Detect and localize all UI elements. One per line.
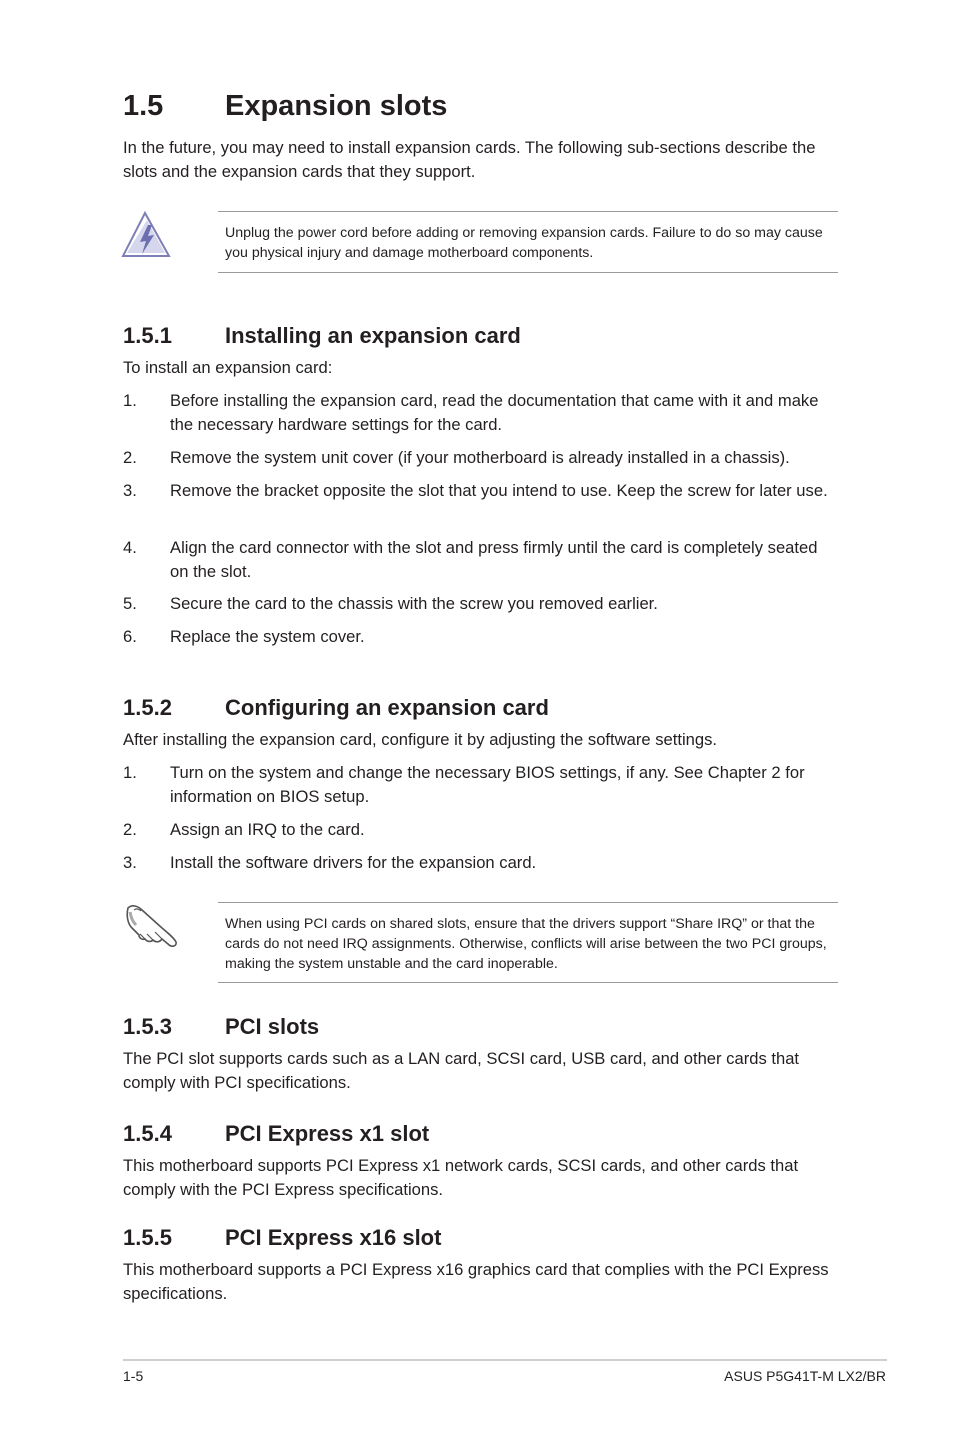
subsection-3-number: 1.5.3 [123,1014,172,1039]
subsection-2-number: 1.5.2 [123,695,172,720]
section-number: 1.5 [123,90,164,122]
list-text: Remove the bracket opposite the slot that you intend to use. Keep the screw for later use. [170,481,828,500]
list-text: Replace the system cover. [170,627,365,646]
list-text: Remove the system unit cover (if your motherboard is already installed in a chassis). [170,448,790,467]
subsection-2-lead: After installing the expansion card, configure it by adjusting the software settings. [123,730,718,749]
list-text: Turn on the system and change the necessary BIOS settings, if any. See Chapter 2 for information on BIOS setup. [170,763,805,806]
list-text: Install the software drivers for the expansion card. [170,853,537,872]
list-number: 5. [123,594,137,613]
subsection-5-number: 1.5.5 [123,1225,172,1250]
list-number: 2. [123,820,137,839]
list-number: 1. [123,391,137,410]
subsection-5-text: This motherboard supports a PCI Express x16 graphics card that complies with the PCI Express specifications. [123,1260,829,1303]
list-text: Before installing the expansion card, read the documentation that came with it and make the necessary hardware settings for the card. [170,391,819,434]
note-text: When using PCI cards on shared slots, ensure that the drivers support “Share IRQ” or that the cards do not need IRQ assignments. Otherwise, conflicts will arise between the two PCI groups, making the system unstable and the card inoperable. [225,916,827,973]
subsection-4-heading [123,1120,429,1148]
page-number: 1-5 [123,1368,144,1384]
subsection-1-title: Installing an expansion card [225,323,521,348]
warning-text: Unplug the power cord before adding or removing expansion cards. Failure to do so may cause you physical injury and damage motherboard components. [225,225,823,262]
note-box [218,902,838,983]
list-number: 4. [123,538,137,557]
list-text: Align the card connector with the slot and press firmly until the card is completely seated on the slot. [170,538,818,581]
list-number: 6. [123,627,137,646]
subsection-4-title: PCI Express x1 slot [225,1121,430,1146]
subsection-1-lead: To install an expansion card: [123,358,333,377]
list-text: Secure the card to the chassis with the screw you removed earlier. [170,594,658,613]
product-model: ASUS P5G41T-M LX2/BR [724,1368,886,1384]
subsection-4-text: This motherboard supports PCI Express x1 network cards, SCSI cards, and other cards that comply with the PCI Express specifications. [123,1156,799,1199]
subsection-5-title: PCI Express x16 slot [225,1225,442,1250]
section-title: Expansion slots [225,90,448,122]
list-number: 3. [123,481,137,500]
footer-divider [123,1359,887,1361]
page-title [123,86,447,126]
pointing-hand-icon [122,898,182,950]
subsection-1-heading [123,322,521,350]
list-number: 1. [123,763,137,782]
list-number: 3. [123,853,137,872]
subsection-2-title: Configuring an expansion card [225,695,549,720]
subsection-2-heading [123,694,549,722]
warning-lightning-icon [121,210,173,260]
subsection-5-heading [123,1224,441,1252]
subsection-3-title: PCI slots [225,1014,320,1039]
warning-box [218,211,838,273]
list-number: 2. [123,448,137,467]
subsection-3-heading [123,1013,319,1041]
subsection-3-text: The PCI slot supports cards such as a LAN card, SCSI card, USB card, and other cards that comply with PCI specifications. [123,1049,800,1092]
subsection-4-number: 1.5.4 [123,1121,172,1146]
intro-paragraph: In the future, you may need to install expansion cards. The following sub-sections describe the slots and the expansion cards that they support. [123,138,816,181]
subsection-1-number: 1.5.1 [123,323,172,348]
list-text: Assign an IRQ to the card. [170,820,365,839]
